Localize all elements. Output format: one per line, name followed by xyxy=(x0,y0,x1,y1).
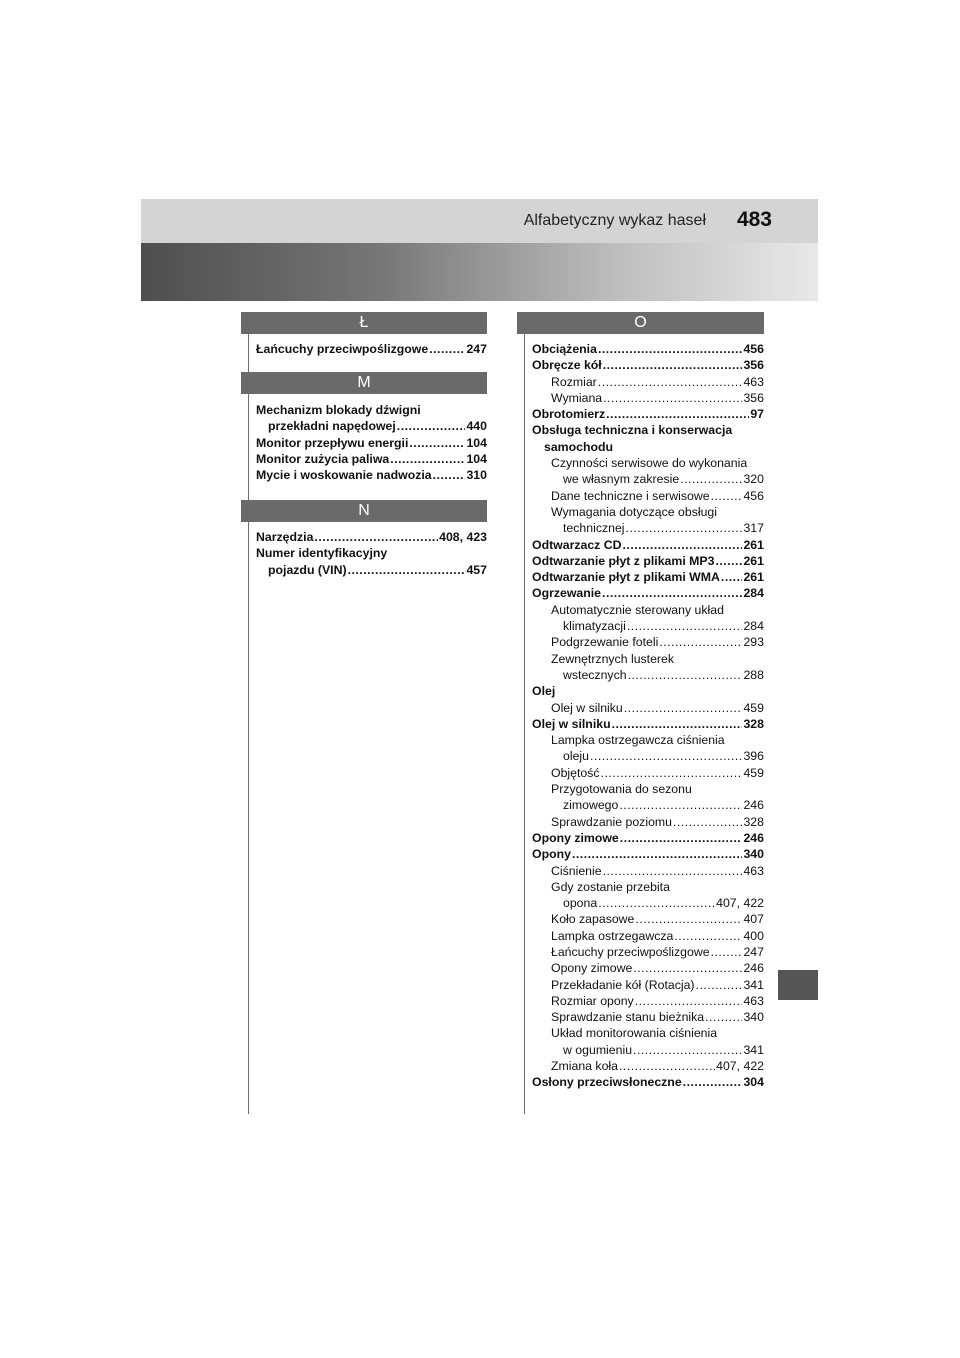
index-entry: Czynności serwisowe do wykonania xyxy=(551,456,748,471)
index-entry: Olej xyxy=(532,684,556,699)
index-entry: w ogumieniu ..... 341 xyxy=(532,1042,764,1058)
index-entry: Mycie i woskowanie nadwozia ..... 310 xyxy=(256,467,487,483)
index-entry: Ciśnienie ..... 463 xyxy=(532,863,764,879)
section-list-m xyxy=(256,402,487,483)
index-entry: Rozmiar ..... 463 xyxy=(532,374,764,390)
index-entry: Lampka ostrzegawcza ciśnienia xyxy=(551,733,725,748)
index-entry: Odtwarzanie płyt z plikami MP3 ..... 261 xyxy=(532,553,764,569)
index-entry: Obciążenia ..... 456 xyxy=(532,341,764,357)
index-entry: Numer identyfikacyjny xyxy=(256,546,388,561)
index-entry: Olej w silniku ..... 459 xyxy=(532,700,764,716)
page-number: 483 xyxy=(736,208,772,231)
index-entry: Monitor przepływu energii ..... 104 xyxy=(256,435,487,451)
header-gradient-band xyxy=(141,243,818,301)
index-entry: Gdy zostanie przebita xyxy=(551,879,670,894)
index-entry: Opony zimowe ..... 246 xyxy=(532,830,764,846)
index-entry: Obsługa techniczna i konserwacja xyxy=(532,423,733,438)
index-entry: Ogrzewanie ..... 284 xyxy=(532,585,764,601)
index-entry: Narzędzia ..... 408, 423 xyxy=(256,529,487,545)
section-list-o xyxy=(532,341,764,1091)
index-entry: wstecznych ..... 288 xyxy=(532,667,764,683)
section-header-o: O xyxy=(517,312,764,334)
index-entry: Mechanizm blokady dźwigni xyxy=(256,403,421,417)
index-entry: Łańcuchy przeciwpoślizgowe ..... 247 xyxy=(532,944,764,960)
index-entry: Łańcuchy przeciwpoślizgowe ..... 247 xyxy=(256,341,487,357)
index-entry: technicznej ..... 317 xyxy=(532,520,764,536)
index-entry: Zewnętrznych lusterek xyxy=(551,651,675,666)
section-header-m: M xyxy=(241,372,487,394)
index-entry: Sprawdzanie stanu bieżnika ..... 340 xyxy=(532,1009,764,1025)
page-title: Alfabetyczny wykaz haseł xyxy=(523,212,706,229)
page-header xyxy=(141,199,818,243)
index-entry: Przygotowania do sezonu xyxy=(551,782,692,797)
index-entry: Olej w silniku ..... 328 xyxy=(532,716,764,732)
section-header-l-stroke: Ł xyxy=(241,312,487,334)
index-entry: Wymiana ..... 356 xyxy=(532,390,764,406)
index-entry: Odtwarzacz CD ..... 261 xyxy=(532,537,764,553)
index-entry: Przekładanie kół (Rotacja) ..... 341 xyxy=(532,977,764,993)
section-list-l-stroke xyxy=(256,341,487,357)
index-entry: Odtwarzanie płyt z plikami WMA ..... 261 xyxy=(532,569,764,585)
index-entry: Monitor zużycia paliwa ..... 104 xyxy=(256,451,487,467)
index-entry: Koło zapasowe ..... 407 xyxy=(532,911,764,927)
index-entry: samochodu xyxy=(544,439,614,454)
index-entry: Lampka ostrzegawcza ..... 400 xyxy=(532,928,764,944)
section-header-n: N xyxy=(241,500,487,522)
index-entry: Zmiana koła ..... 407, 422 xyxy=(532,1058,764,1074)
index-entry: Dane techniczne i serwisowe ..... 456 xyxy=(532,488,764,504)
index-column-left xyxy=(248,312,487,1114)
section-list-n xyxy=(256,529,487,578)
index-entry: Sprawdzanie poziomu ..... 328 xyxy=(532,814,764,830)
index-entry: Obręcze kół ..... 356 xyxy=(532,357,764,373)
index-entry: opona ..... 407, 422 xyxy=(532,895,764,911)
index-entry: Wymagania dotyczące obsługi xyxy=(551,504,717,519)
index-entry: Obrotomierz ..... 97 xyxy=(532,406,764,422)
index-entry: oleju ..... 396 xyxy=(532,748,764,764)
index-entry: pojazdu (VIN) ..... 457 xyxy=(256,562,487,578)
index-entry: Opony ..... 340 xyxy=(532,846,764,862)
index-entry: Osłony przeciwsłoneczne ..... 304 xyxy=(532,1074,764,1090)
index-entry: Opony zimowe ..... 246 xyxy=(532,960,764,976)
index-entry: Automatycznie sterowany układ xyxy=(551,602,724,617)
index-entry: Podgrzewanie foteli ..... 293 xyxy=(532,634,764,650)
index-entry: we własnym zakresie ..... 320 xyxy=(532,471,764,487)
index-column-right xyxy=(524,312,764,1114)
side-thumb-tab xyxy=(778,970,818,1000)
index-entry: zimowego ..... 246 xyxy=(532,797,764,813)
index-entry: Rozmiar opony ..... 463 xyxy=(532,993,764,1009)
index-entry: klimatyzacji ..... 284 xyxy=(532,618,764,634)
index-entry: przekładni napędowej ..... 440 xyxy=(256,418,487,434)
index-entry: Objętość ..... 459 xyxy=(532,765,764,781)
index-entry: Układ monitorowania ciśnienia xyxy=(551,1026,718,1041)
